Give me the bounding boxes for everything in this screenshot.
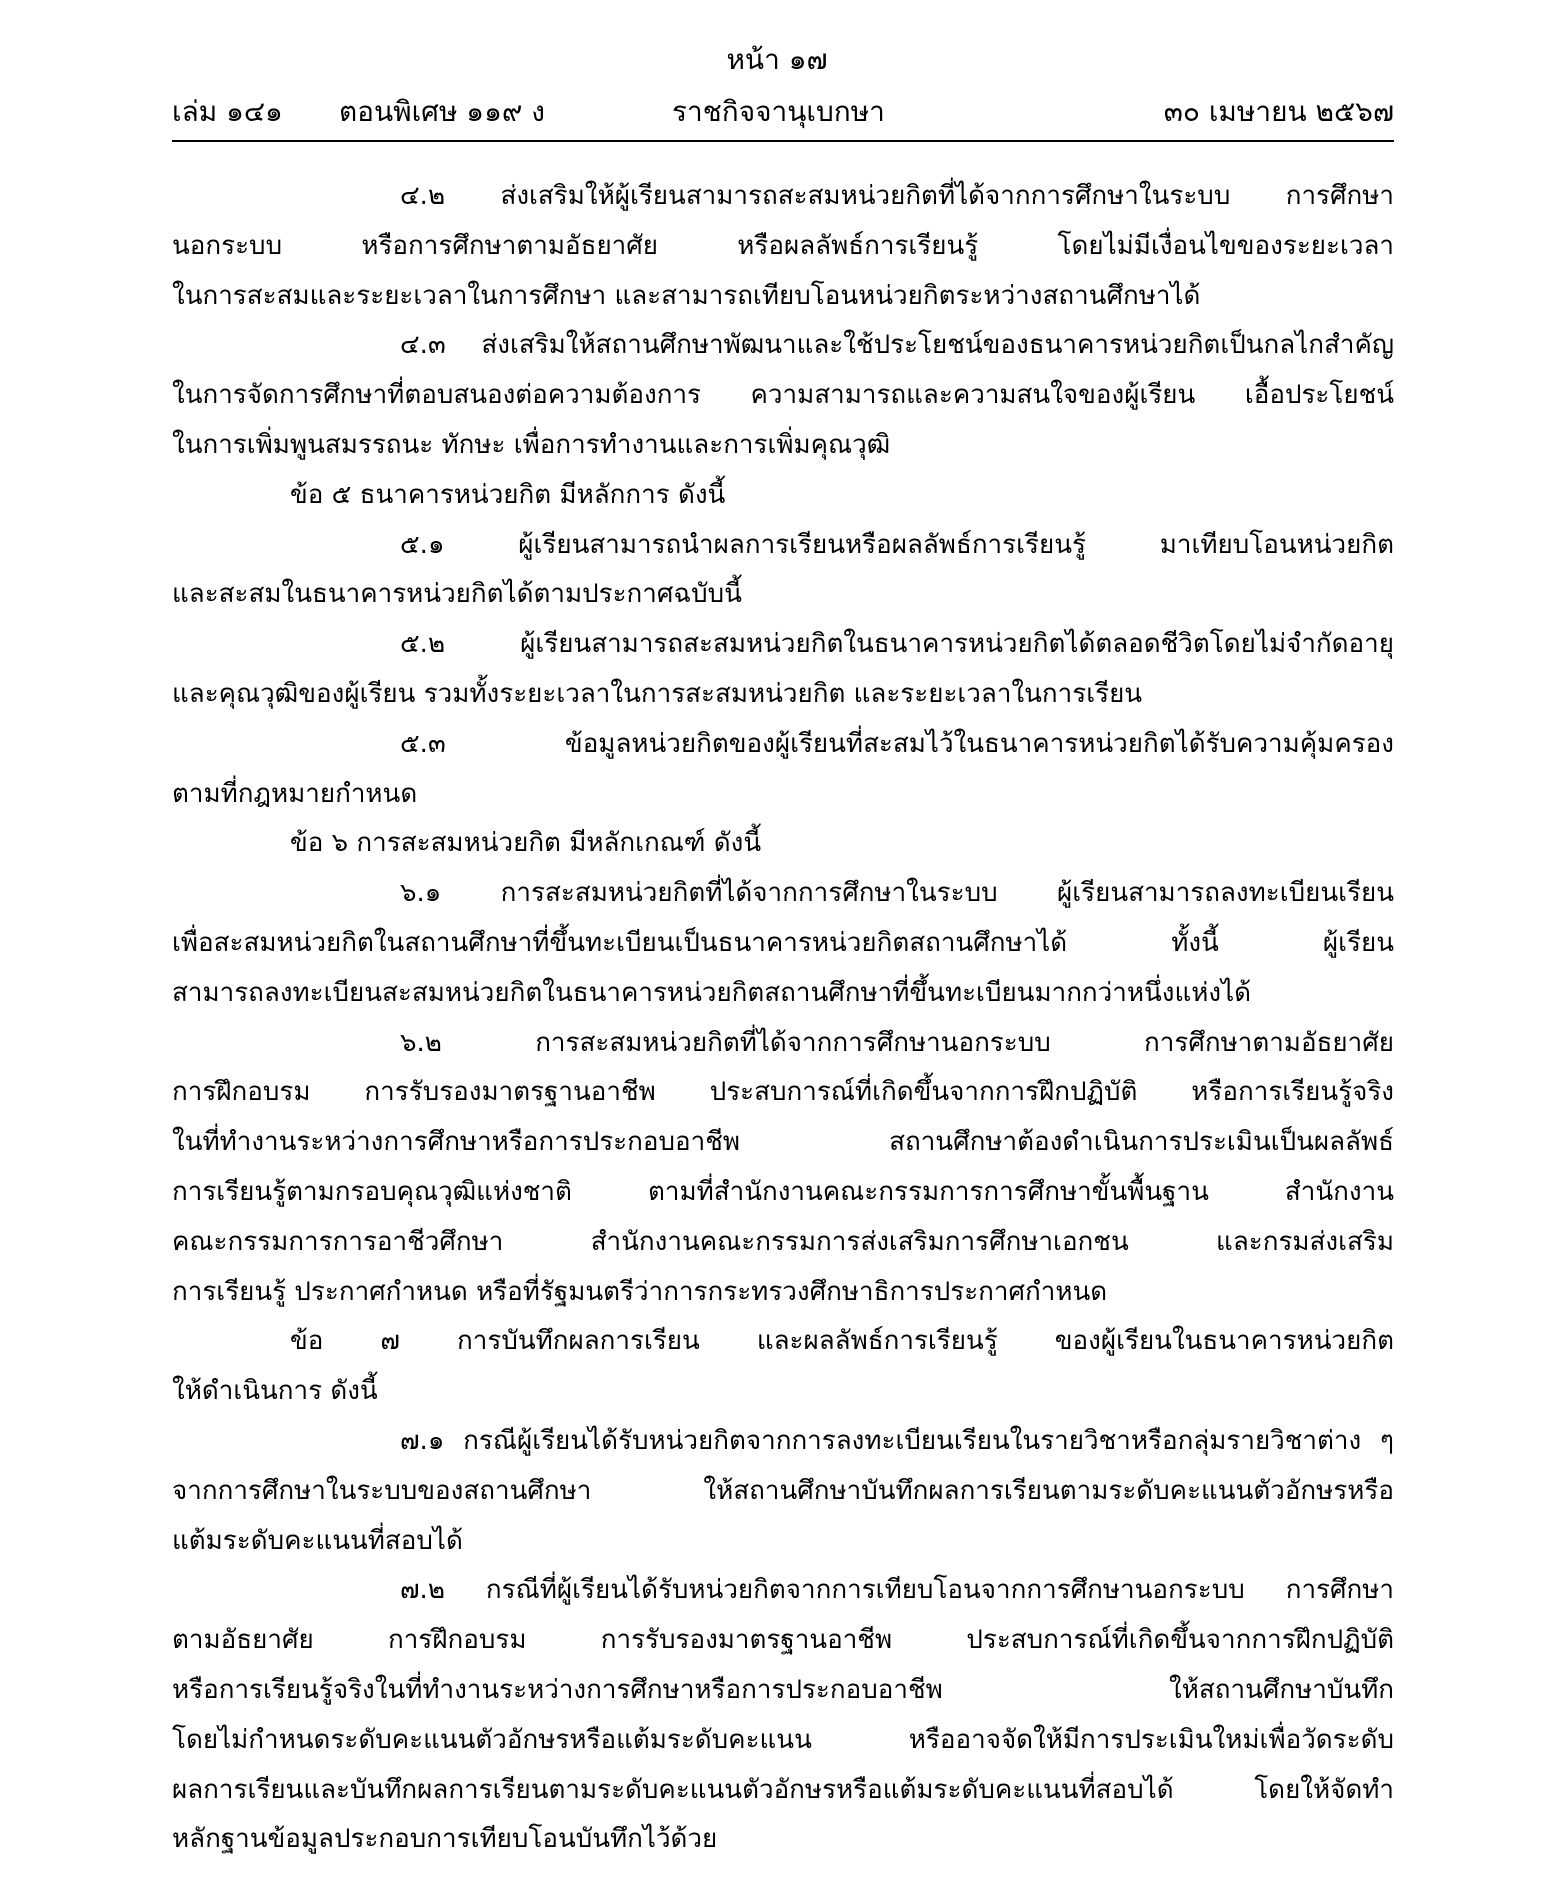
publication-title: ราชกิจจานุเบกษา	[672, 95, 885, 128]
text-line: ๕.๑ ผู้เรียนสามารถนำผลการเรียนหรือผลลัพธ์การเรียนรู้ มาเทียบโอนหน่วยกิต	[400, 529, 1394, 560]
text-line: แต้มระดับคะแนนที่สอบได้	[172, 1525, 463, 1556]
text-line: ๗.๑ กรณีผู้เรียนได้รับหน่วยกิตจากการลงทะเบียนเรียนในรายวิชาหรือกลุ่มรายวิชาต่าง ๆ	[400, 1425, 1394, 1456]
text-line: ตามอัธยาศัย การฝึกอบรม การรับรองมาตรฐานอาชีพ ประสบการณ์ที่เกิดขึ้นจากการฝึกปฏิบัติ	[172, 1625, 1394, 1656]
text-line: ๔.๒ ส่งเสริมให้ผู้เรียนสามารถสะสมหน่วยกิตที่ได้จากการศึกษาในระบบ การศึกษา	[400, 181, 1394, 211]
gazette-header	[172, 92, 1394, 132]
text-line: นอกระบบ หรือการศึกษาตามอัธยาศัย หรือผลลัพธ์การเรียนรู้ โดยไม่มีเงื่อนไขของระยะเวลา	[172, 230, 1394, 261]
text-line: ๕.๓ ข้อมูลหน่วยกิตของผู้เรียนที่สะสมไว้ในธนาคารหน่วยกิตได้รับความคุ้มครอง	[400, 728, 1394, 759]
text-line: เพื่อสะสมหน่วยกิตในสถานศึกษาที่ขึ้นทะเบียนเป็นธนาคารหน่วยกิตสถานศึกษาได้ ทั้งนี้ ผู้เรียน	[172, 927, 1394, 958]
text-line: การเรียนรู้ ประกาศกำหนด หรือที่รัฐมนตรีว่าการกระทรวงศึกษาธิการประกาศกำหนด	[172, 1276, 1108, 1307]
section-label: ตอนพิเศษ ๑๑๙ ง	[339, 95, 545, 128]
publication-date: ๓๐ เมษายน ๒๕๖๗	[1163, 95, 1394, 128]
text-line: หรือการเรียนรู้จริงในที่ทำงานระหว่างการศึกษาหรือการประกอบอาชีพ ให้สถานศึกษาบันทึก	[172, 1674, 1394, 1705]
text-line: ๖.๒ การสะสมหน่วยกิตที่ได้จากการศึกษานอกระบบ การศึกษาตามอัธยาศัย	[400, 1027, 1394, 1058]
text-line: ในการสะสมและระยะเวลาในการศึกษา และสามารถเทียบโอนหน่วยกิตระหว่างสถานศึกษาได้	[172, 280, 1201, 311]
header-divider	[172, 140, 1394, 142]
text-line: และสะสมในธนาคารหน่วยกิตได้ตามประกาศฉบับนี้	[172, 579, 742, 610]
text-line: การเรียนรู้ตามกรอบคุณวุฒิแห่งชาติ ตามที่สำนักงานคณะกรรมการการศึกษาขั้นพื้นฐาน สำนักงาน	[172, 1176, 1394, 1207]
text-line: การฝึกอบรม การรับรองมาตรฐานอาชีพ ประสบการณ์ที่เกิดขึ้นจากการฝึกปฏิบัติ หรือการเรียนรู้จริง	[172, 1077, 1394, 1108]
text-line: สามารถลงทะเบียนสะสมหน่วยกิตในธนาคารหน่วยกิตสถานศึกษาที่ขึ้นทะเบียนมากกว่าหนึ่งแห่งได้	[172, 977, 1252, 1008]
text-line: ในการเพิ่มพูนสมรรถนะ ทักษะ เพื่อการทำงานและการเพิ่มคุณวุฒิ	[172, 429, 891, 460]
text-line: ในที่ทำงานระหว่างการศึกษาหรือการประกอบอาชีพ สถานศึกษาต้องดำเนินการประเมินเป็นผลลัพธ์	[172, 1127, 1394, 1158]
text-line: ๗.๒ กรณีที่ผู้เรียนได้รับหน่วยกิตจากการเทียบโอนจากการศึกษานอกระบบ การศึกษา	[400, 1575, 1394, 1606]
text-line: ให้ดำเนินการ ดังนี้	[172, 1376, 378, 1407]
text-line: หลักฐานข้อมูลประกอบการเทียบโอนบันทึกไว้ด้วย	[172, 1824, 718, 1855]
text-line: ผลการเรียนและบันทึกผลการเรียนตามระดับคะแนนตัวอักษรหรือแต้มระดับคะแนนที่สอบได้ โดยให้จัดทำ	[172, 1774, 1394, 1805]
page-number: หน้า ๑๗	[726, 43, 828, 76]
text-line: ๖.๑ การสะสมหน่วยกิตที่ได้จากการศึกษาในระบบ ผู้เรียนสามารถลงทะเบียนเรียน	[400, 878, 1394, 909]
text-line: ตามที่กฎหมายกำหนด	[172, 778, 418, 809]
volume-label: เล่ม ๑๔๑	[172, 95, 283, 128]
text-line: คณะกรรมการการอาชีวศึกษา สำนักงานคณะกรรมการส่งเสริมการศึกษาเอกชน และกรมส่งเสริม	[172, 1226, 1394, 1257]
clause-heading: ข้อ ๗ การบันทึกผลการเรียน และผลลัพธ์การเรียนรู้ ของผู้เรียนในธนาคารหน่วยกิต	[290, 1326, 1394, 1357]
text-line: ในการจัดการศึกษาที่ตอบสนองต่อความต้องการ ความสามารถและความสนใจของผู้เรียน เอื้อประโยชน์	[172, 380, 1394, 411]
text-line: และคุณวุฒิของผู้เรียน รวมทั้งระยะเวลาในการสะสมหน่วยกิต และระยะเวลาในการเรียน	[172, 678, 1143, 709]
document-body	[172, 172, 1394, 1865]
text-line: จากการศึกษาในระบบของสถานศึกษา ให้สถานศึกษาบันทึกผลการเรียนตามระดับคะแนนตัวอักษรหรือ	[172, 1475, 1394, 1506]
text-line: โดยไม่กำหนดระดับคะแนนตัวอักษรหรือแต้มระดับคะแนน หรืออาจจัดให้มีการประเมินใหม่เพื่อวัดระดับ	[172, 1724, 1394, 1755]
clause-heading: ข้อ ๖ การสะสมหน่วยกิต มีหลักเกณฑ์ ดังนี้	[290, 828, 762, 859]
clause-heading: ข้อ ๕ ธนาคารหน่วยกิต มีหลักการ ดังนี้	[290, 479, 726, 510]
text-line: ๔.๓ ส่งเสริมให้สถานศึกษาพัฒนาและใช้ประโยชน์ของธนาคารหน่วยกิตเป็นกลไกสำคัญ	[400, 330, 1394, 361]
text-line: ๕.๒ ผู้เรียนสามารถสะสมหน่วยกิตในธนาคารหน่วยกิตได้ตลอดชีวิตโดยไม่จำกัดอายุ	[400, 629, 1394, 660]
